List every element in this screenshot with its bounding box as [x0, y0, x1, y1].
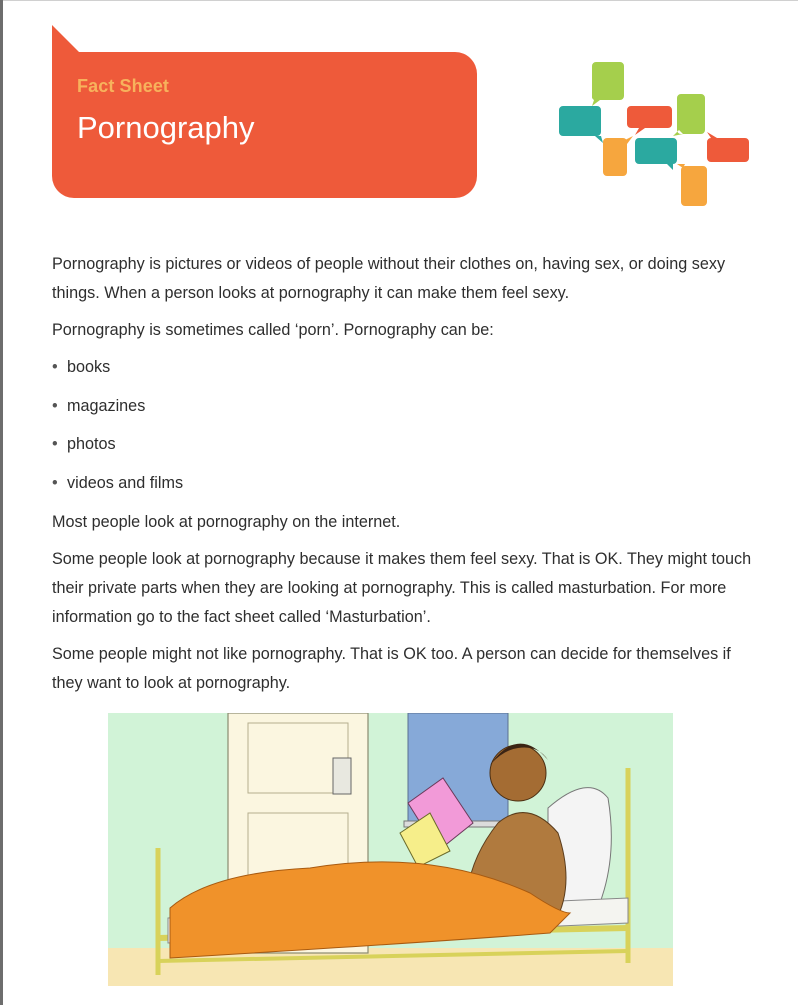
list-item [52, 353, 752, 382]
bedroom-illustration [108, 713, 673, 986]
list-item-label: books [67, 358, 111, 376]
list-item-label: videos and films [67, 474, 184, 493]
logo-bubble-teal-middle [635, 138, 677, 170]
banner-tail [52, 25, 80, 53]
fact-sheet-kicker: Fact Sheet [77, 76, 170, 96]
fact-sheet-body [52, 250, 752, 706]
bullet-icon: • [52, 435, 58, 454]
page-left-edge [0, 0, 3, 1005]
logo-bubble-red-middle [627, 106, 672, 135]
speech-bubbles-logo [555, 58, 755, 213]
internet-paragraph: Most people look at pornography on the internet. [52, 512, 401, 531]
bullet-icon: • [52, 396, 58, 415]
also-called-paragraph: Pornography is sometimes called ‘porn’. Pornography can be: [52, 321, 494, 339]
logo-bubble-teal-left [559, 106, 603, 143]
intro-paragraph: Pornography is pictures or videos of people without their clothes on, having sex, or doing sexy things. When a person looks at pornography it can make them feel sexy. [52, 255, 726, 302]
page-top-edge [0, 0, 798, 1]
header-banner [52, 52, 477, 198]
page-title: Pornography [77, 110, 255, 145]
list-item-label: photos [67, 435, 116, 454]
list-item [52, 430, 752, 459]
bullet-icon: • [52, 474, 58, 493]
door-handle [333, 758, 351, 794]
logo-bubble-green-top [592, 62, 624, 106]
list-item [52, 392, 752, 421]
man-head [490, 745, 546, 801]
masturbation-paragraph: Some people look at pornography because it makes them feel sexy. That is OK. They might touch their private parts when they are looking at pornography. This is called masturbation. For more information go to the fact sheet called ‘Masturbation’. [52, 549, 752, 626]
list-item-label: magazines [67, 396, 146, 415]
logo-bubble-red-right [707, 132, 749, 162]
logo-bubble-orange-bottom [677, 164, 707, 206]
list-item [52, 469, 752, 498]
logo-bubble-green-right [673, 94, 705, 136]
pornography-forms-list [52, 353, 752, 498]
bullet-icon: • [52, 358, 58, 376]
dislike-paragraph: Some people might not like pornography. That is OK too. A person can decide for themselves if they want to look at pornography. [52, 644, 731, 692]
logo-bubble-orange-left [603, 136, 633, 176]
